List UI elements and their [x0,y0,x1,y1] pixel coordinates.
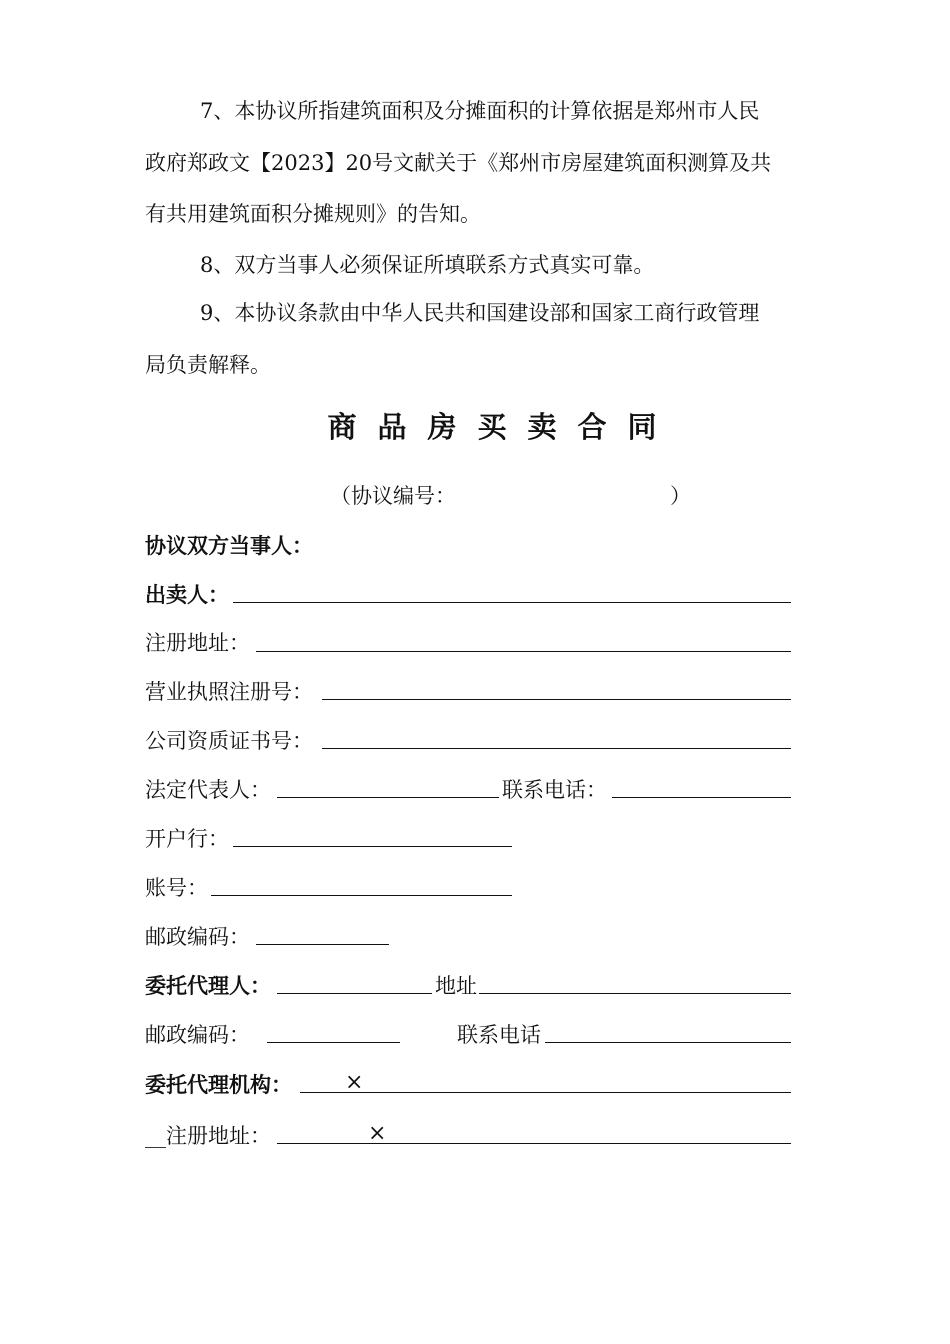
seller-address-label: 注册地址： [145,631,250,655]
agreement-no-close: ） [670,484,691,508]
clause-9-line-1: 9、本协议条款由中华人民共和国建设部和国家工商行政管理 [200,301,760,325]
business-license-label: 营业执照注册号： [145,680,313,704]
agent-postcode-field[interactable] [267,1042,400,1043]
legal-rep-field[interactable] [277,797,499,798]
clause-7-line-3: 有共用建筑面积分摊规则》的告知。 [145,202,481,226]
seller-field[interactable] [233,602,791,603]
agent-label: 委托代理人： [145,974,271,998]
clause-7-line-2: 政府郑政文【2023】20号文献关于《郑州市房屋建筑面积测算及共 [145,151,772,175]
agency-field[interactable] [300,1092,791,1093]
clause-7-line-1: 7、本协议所指建筑面积及分摊面积的计算依据是郑州市人民 [200,99,760,123]
contract-title: 商品房买卖合同 [327,410,678,444]
agent-field[interactable] [277,993,432,994]
agent-address-label: 地址 [435,974,477,998]
agent-phone-field[interactable] [545,1042,791,1043]
bank-field[interactable] [233,846,512,847]
legal-rep-label: 法定代表人： [145,778,271,802]
seller-postcode-label: 邮政编码： [145,925,250,949]
agent-phone-label: 联系电话 [457,1023,541,1047]
parties-heading: 协议双方当事人： [145,534,313,558]
agency-address-field[interactable] [277,1143,791,1144]
agency-address-cross-mark: × [368,1121,387,1146]
seller-phone-field[interactable] [612,797,791,798]
agent-postcode-label: 邮政编码： [145,1023,250,1047]
agency-cross-mark: × [345,1070,364,1095]
clause-8: 8、双方当事人必须保证所填联系方式真实可靠。 [200,253,655,277]
seller-postcode-field[interactable] [256,944,389,945]
agent-address-field[interactable] [479,993,791,994]
agency-address-label: 注册地址： [166,1124,271,1148]
seller-address-field[interactable] [256,651,791,652]
agreement-no-label: （协议编号： [330,484,456,508]
agency-label: 委托代理机构： [145,1073,292,1097]
seller-phone-label: 联系电话： [502,778,607,802]
agency-address-prefix: __ [145,1124,166,1148]
clause-9-line-2: 局负责解释。 [145,353,271,377]
bank-label: 开户行： [145,827,229,851]
business-license-field[interactable] [322,699,791,700]
account-label: 账号： [145,876,208,900]
seller-label: 出卖人： [145,583,229,607]
account-field[interactable] [211,895,512,896]
qualification-cert-field[interactable] [322,748,791,749]
qualification-cert-label: 公司资质证书号： [145,729,313,753]
